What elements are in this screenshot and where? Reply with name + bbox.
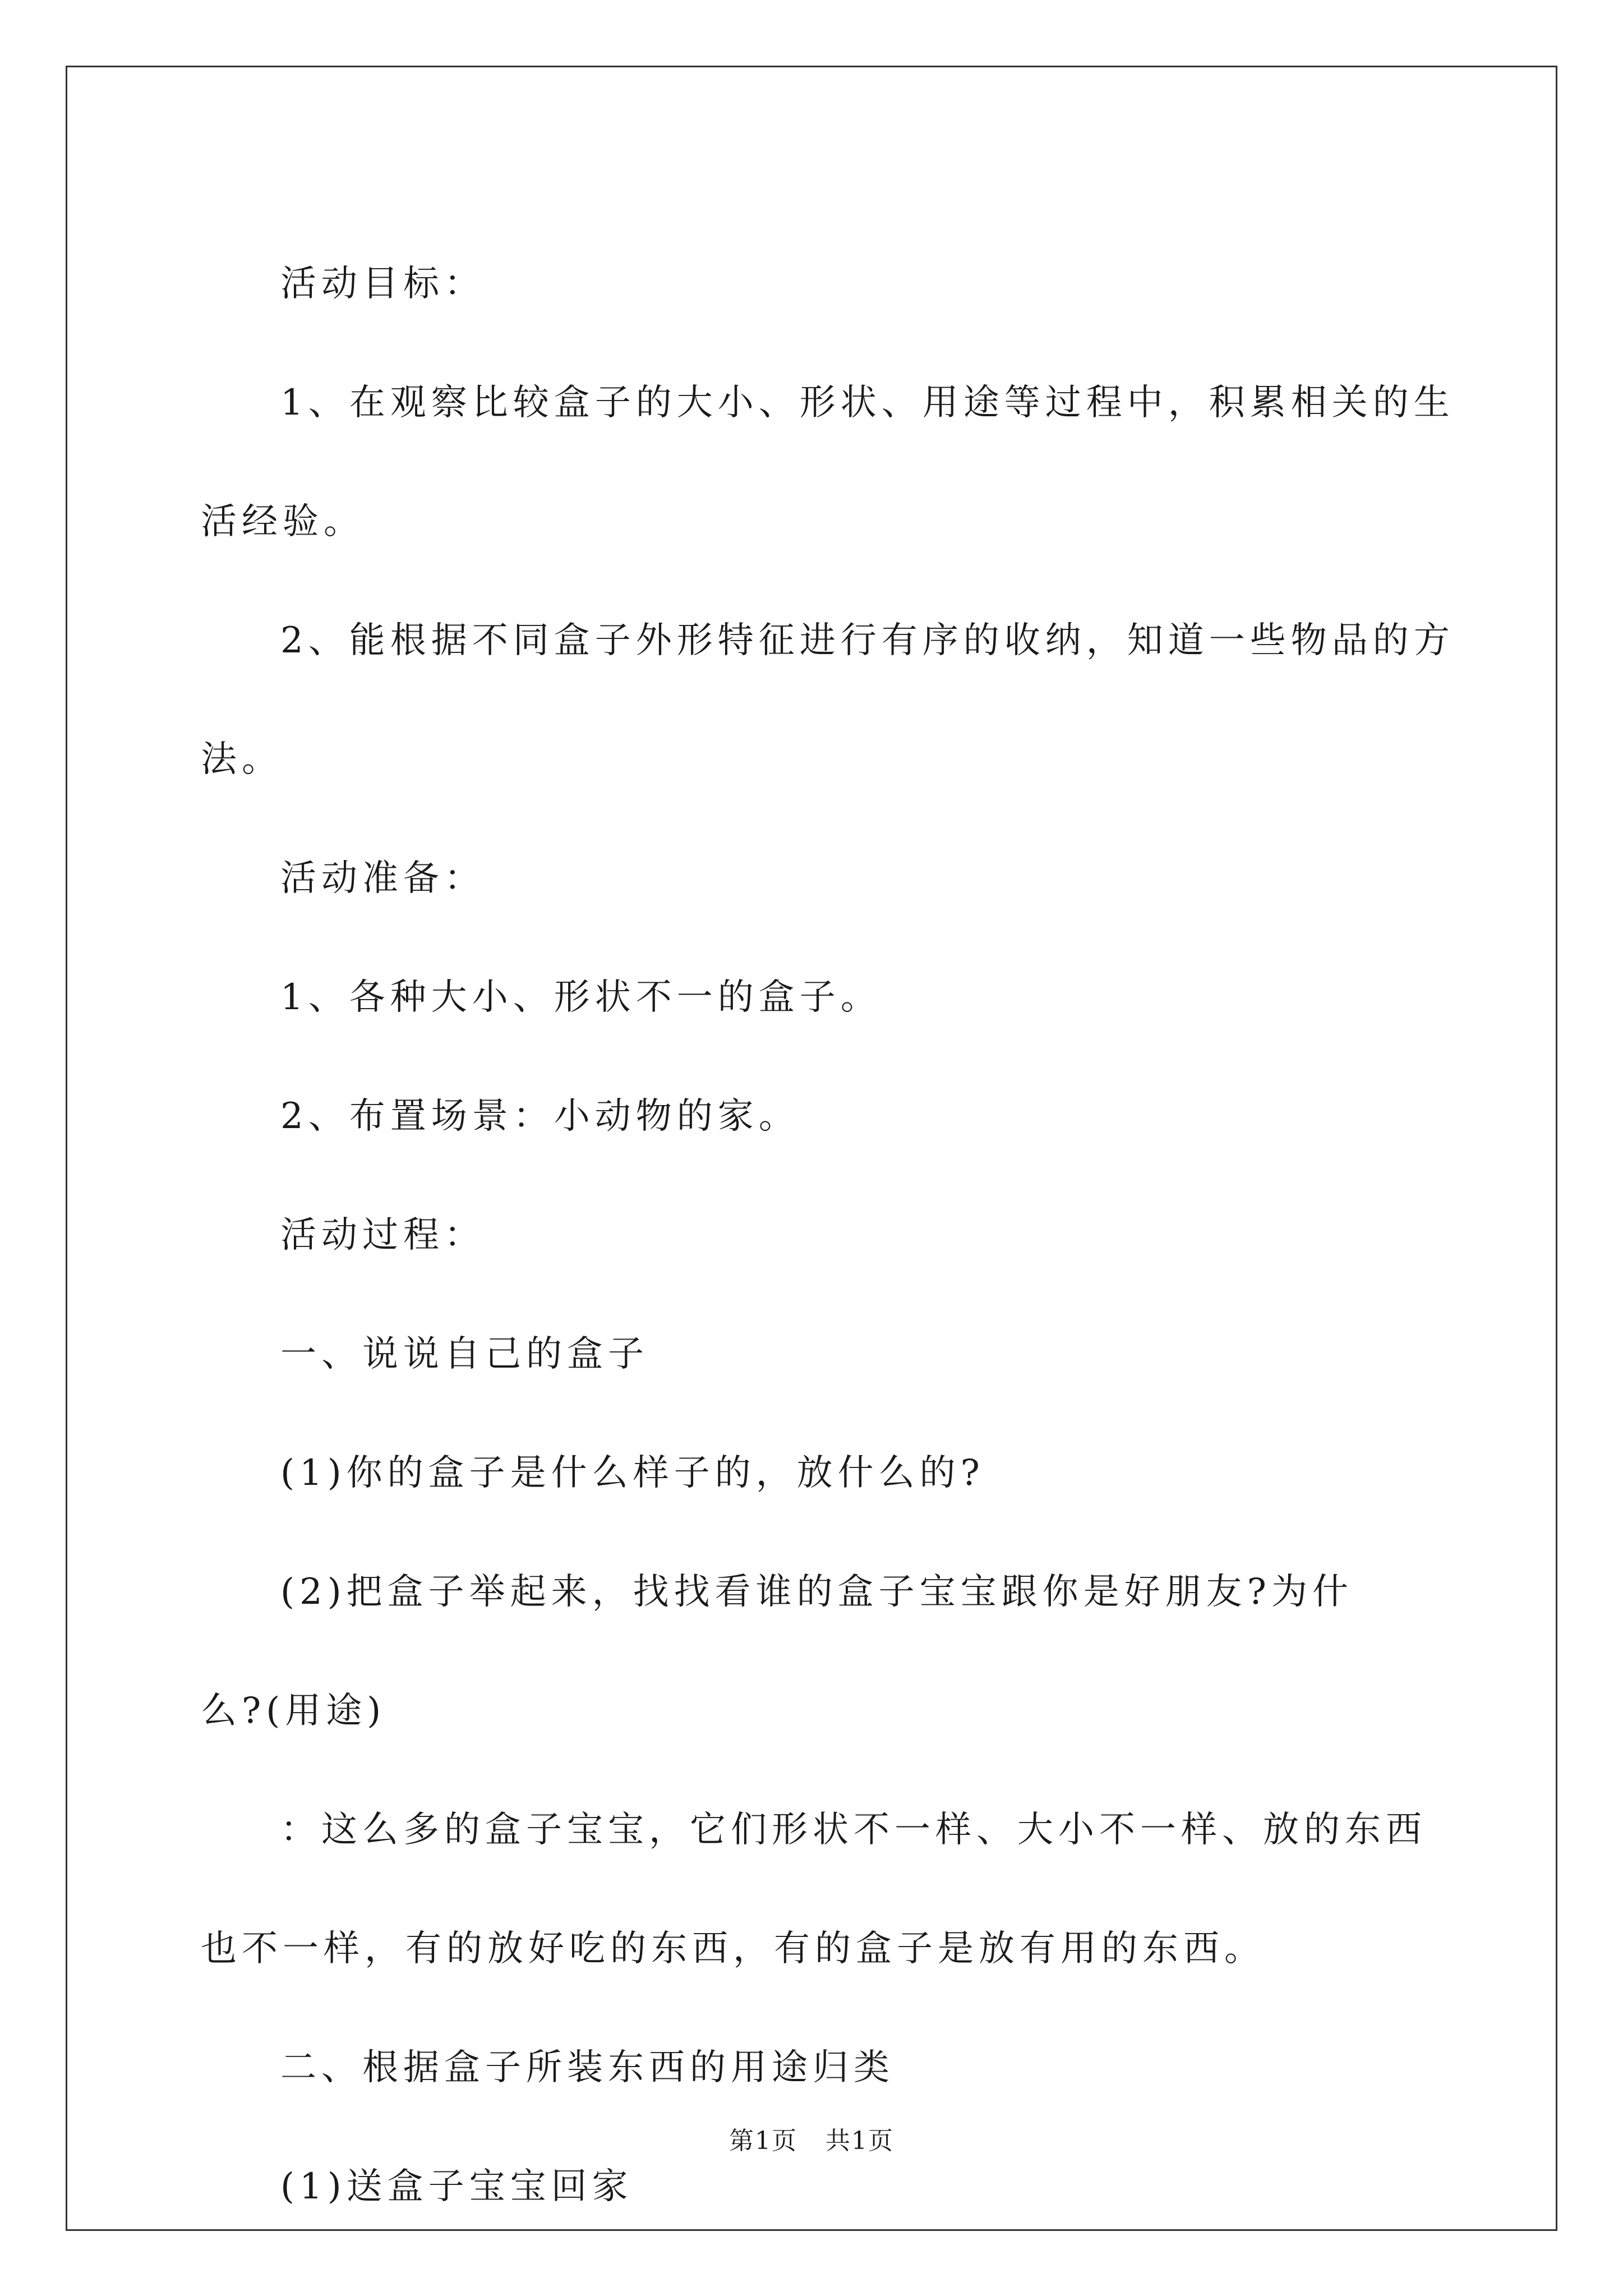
preparation-2: 2、布置场景：小动物的家。 <box>280 1096 800 1137</box>
heading-activity-preparation: 活动准备： <box>280 858 485 899</box>
preparation-1: 1、各种大小、形状不一的盒子。 <box>280 977 882 1018</box>
goal-1-line-2: 活经验。 <box>201 501 365 542</box>
heading-activity-process: 活动过程： <box>280 1214 485 1256</box>
page-footer <box>0 2120 1623 2156</box>
process-2-step-1: (1)送盒子宝宝回家 <box>280 2166 633 2207</box>
summary-line-1: ：这么多的盒子宝宝，它们形状不一样、大小不一样、放的东西 <box>280 1809 1427 1851</box>
page-number-total: 共1页 <box>826 2127 894 2155</box>
goal-2-line-1: 2、能根据不同盒子外形特征进行有序的收纳，知道一些物品的方 <box>280 620 1455 661</box>
summary-line-2: 也不一样，有的放好吃的东西，有的盒子是放有用的东西。 <box>201 1928 1265 1970</box>
process-1-question-1: (1)你的盒子是什么样子的，放什么的? <box>280 1452 985 1494</box>
process-1-question-2-line-2: 么?(用途) <box>201 1690 386 1732</box>
document-body <box>201 224 1455 2246</box>
process-section-1: 一、说说自己的盒子 <box>280 1333 649 1375</box>
goal-2-line-2: 法。 <box>201 739 283 780</box>
process-section-2: 二、根据盒子所装东西的用途归类 <box>280 2047 895 2088</box>
process-1-question-2-line-1: (2)把盒子举起来，找找看谁的盒子宝宝跟你是好朋友?为什 <box>280 1571 1353 1613</box>
heading-activity-goals: 活动目标： <box>280 263 485 305</box>
goal-1-line-1: 1、在观察比较盒子的大小、形状、用途等过程中，积累相关的生 <box>280 382 1455 424</box>
page-number-current: 第1页 <box>729 2127 797 2155</box>
